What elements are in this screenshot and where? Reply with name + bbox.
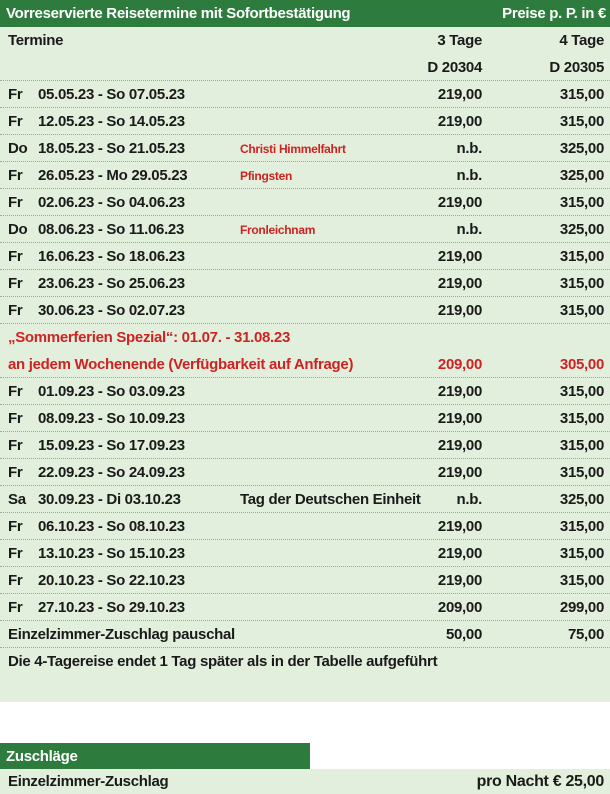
day-label: Fr: [8, 572, 23, 589]
column-header-row: [0, 27, 610, 54]
price-unit-note: Preise p. P. in €: [502, 5, 606, 22]
date-range: 02.06.23 - So 04.06.23: [38, 194, 185, 211]
price-4-tage: 315,00: [559, 572, 604, 589]
day-label: Fr: [8, 437, 23, 454]
date-row: [0, 378, 610, 405]
day-label: Fr: [8, 113, 23, 130]
holiday-note: Christi Himmelfahrt: [240, 142, 346, 156]
price-4-tage: 325,00: [559, 221, 604, 238]
price-3-tage: 219,00: [437, 113, 482, 130]
price-3-tage: 219,00: [437, 275, 482, 292]
date-row: [0, 432, 610, 459]
date-range: 18.05.23 - So 21.05.23: [38, 140, 185, 157]
surcharges-header-bar: [0, 743, 310, 769]
price-4-tage: 315,00: [559, 464, 604, 481]
surcharge-row: [0, 769, 610, 794]
holiday-note: Fronleichnam: [240, 223, 316, 237]
day-label: Sa: [8, 491, 26, 508]
price-4-tage: 315,00: [559, 275, 604, 292]
date-row: [0, 243, 610, 270]
day-label: Fr: [8, 275, 23, 292]
date-row: [0, 459, 610, 486]
date-range: 30.09.23 - Di 03.10.23: [38, 491, 181, 508]
date-range: 13.10.23 - So 15.10.23: [38, 545, 185, 562]
price-3-tage: n.b.: [456, 491, 482, 508]
date-range: 20.10.23 - So 22.10.23: [38, 572, 185, 589]
price-4-tage: 315,00: [559, 518, 604, 535]
price-4-tage: 325,00: [559, 167, 604, 184]
date-row: [0, 513, 610, 540]
column-header-3-tage: 3 Tage: [437, 32, 482, 49]
price-4-tage: 325,00: [559, 491, 604, 508]
price-3-tage: 219,00: [437, 383, 482, 400]
special-offer-row-title: [0, 324, 610, 351]
table-title: Vorreservierte Reisetermine mit Sofortbestätigung: [6, 5, 351, 22]
single-room-price-4-tage: 75,00: [567, 626, 604, 643]
price-4-tage: 315,00: [559, 437, 604, 454]
special-price-3-tage: 209,00: [437, 356, 482, 373]
date-range: 12.05.23 - So 14.05.23: [38, 113, 185, 130]
price-3-tage: 219,00: [437, 302, 482, 319]
date-range: 27.10.23 - So 29.10.23: [38, 599, 185, 616]
special-offer-title: „Sommerferien Spezial“: 01.07. - 31.08.23: [8, 329, 291, 346]
day-label: Fr: [8, 302, 23, 319]
price-3-tage: 219,00: [437, 194, 482, 211]
date-row: [0, 540, 610, 567]
date-row: [0, 594, 610, 621]
day-label: Fr: [8, 86, 23, 103]
special-offer-row: [0, 351, 610, 378]
holiday-note: Tag der Deutschen Einheit: [240, 491, 421, 508]
price-4-tage: 315,00: [559, 86, 604, 103]
date-row: [0, 567, 610, 594]
day-label: Fr: [8, 464, 23, 481]
price-4-tage: 315,00: [559, 545, 604, 562]
price-4-tage: 325,00: [559, 140, 604, 157]
day-label: Fr: [8, 194, 23, 211]
column-header-4-tage: 4 Tage: [559, 32, 604, 49]
column-header-termine: Termine: [8, 32, 64, 49]
price-table: [0, 27, 610, 702]
price-3-tage: 219,00: [437, 572, 482, 589]
price-4-tage: 315,00: [559, 113, 604, 130]
date-range: 05.05.23 - So 07.05.23: [38, 86, 185, 103]
date-row: [0, 216, 610, 243]
price-4-tage: 299,00: [559, 599, 604, 616]
footnote-row: [0, 648, 610, 675]
price-3-tage: 219,00: [437, 437, 482, 454]
price-3-tage: 219,00: [437, 410, 482, 427]
day-label: Fr: [8, 383, 23, 400]
date-range: 01.09.23 - So 03.09.23: [38, 383, 185, 400]
date-range: 22.09.23 - So 24.09.23: [38, 464, 185, 481]
date-range: 23.06.23 - So 25.06.23: [38, 275, 185, 292]
special-offer-description: an jedem Wochenende (Verfügbarkeit auf Anfrage): [8, 356, 354, 373]
day-label: Do: [8, 221, 28, 238]
day-label: Fr: [8, 248, 23, 265]
date-range: 15.09.23 - So 17.09.23: [38, 437, 185, 454]
date-row: [0, 486, 610, 513]
date-range: 30.06.23 - So 02.07.23: [38, 302, 185, 319]
tour-code-4-tage: D 20305: [549, 59, 604, 76]
price-4-tage: 315,00: [559, 248, 604, 265]
price-3-tage: n.b.: [456, 167, 482, 184]
day-label: Fr: [8, 518, 23, 535]
date-row: [0, 270, 610, 297]
single-room-surcharge-row: [0, 621, 610, 648]
day-label: Fr: [8, 545, 23, 562]
single-room-surcharge-label: Einzelzimmer-Zuschlag pauschal: [8, 626, 235, 643]
price-3-tage: n.b.: [456, 221, 482, 238]
date-row: [0, 135, 610, 162]
price-4-tage: 315,00: [559, 194, 604, 211]
price-3-tage: 219,00: [437, 545, 482, 562]
date-row: [0, 108, 610, 135]
date-range: 16.06.23 - So 18.06.23: [38, 248, 185, 265]
special-price-4-tage: 305,00: [559, 356, 604, 373]
price-3-tage: 219,00: [437, 248, 482, 265]
price-3-tage: 209,00: [437, 599, 482, 616]
date-row: [0, 405, 610, 432]
date-range: 06.10.23 - So 08.10.23: [38, 518, 185, 535]
holiday-note: Pfingsten: [240, 169, 292, 183]
price-3-tage: 219,00: [437, 464, 482, 481]
date-range: 26.05.23 - Mo 29.05.23: [38, 167, 188, 184]
price-3-tage: 219,00: [437, 86, 482, 103]
price-4-tage: 315,00: [559, 302, 604, 319]
price-3-tage: n.b.: [456, 140, 482, 157]
single-room-price-3-tage: 50,00: [445, 626, 482, 643]
day-label: Fr: [8, 167, 23, 184]
date-range: 08.06.23 - So 11.06.23: [38, 221, 185, 238]
day-label: Fr: [8, 599, 23, 616]
footnote: Die 4-Tagereise endet 1 Tag später als in der Tabelle aufgeführt: [8, 653, 438, 670]
price-3-tage: 219,00: [437, 518, 482, 535]
tour-code-3-tage: D 20304: [427, 59, 482, 76]
day-label: Fr: [8, 410, 23, 427]
table-header-bar: [0, 0, 610, 27]
price-4-tage: 315,00: [559, 410, 604, 427]
date-row: [0, 162, 610, 189]
day-label: Do: [8, 140, 28, 157]
surcharge-label: Einzelzimmer-Zuschlag: [8, 773, 169, 790]
column-code-row: [0, 54, 610, 81]
date-row: [0, 189, 610, 216]
date-row: [0, 81, 610, 108]
date-range: 08.09.23 - So 10.09.23: [38, 410, 185, 427]
surcharge-price: pro Nacht € 25,00: [476, 773, 604, 790]
date-row: [0, 297, 610, 324]
price-4-tage: 315,00: [559, 383, 604, 400]
surcharges-title: Zuschläge: [6, 747, 78, 765]
